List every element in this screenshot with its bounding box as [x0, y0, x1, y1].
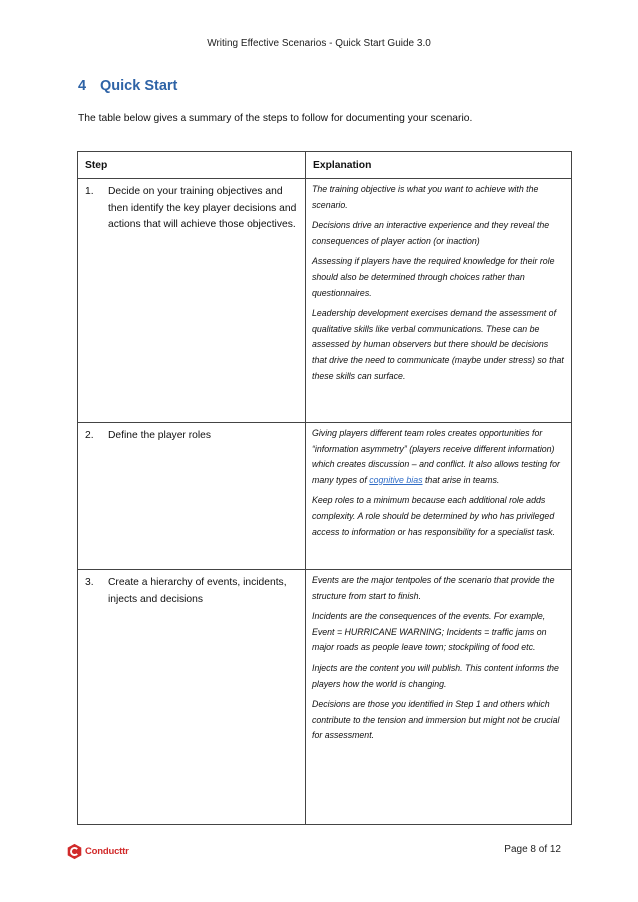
explanation-paragraph: Events are the major tentpoles of the scenario that provide the structure from start to finish. — [312, 575, 555, 601]
step-number: 2. — [85, 430, 94, 441]
section-heading — [78, 78, 177, 94]
conducttr-logo — [66, 843, 129, 860]
section-title: Quick Start — [100, 78, 178, 94]
explanation-cell — [306, 423, 572, 570]
table-row — [78, 179, 572, 423]
explanation-paragraph: The training objective is what you want to achieve with the scenario. — [312, 184, 539, 210]
paragraph-text: Giving players different team roles creates opportunities for “information asymmetry” (players receive different information) which creates discussion – and conflict. It also allows testing for many types of — [312, 428, 560, 485]
page-number: Page 8 of 12 — [504, 844, 561, 855]
step-cell — [78, 179, 306, 423]
explanation-paragraph — [312, 426, 565, 488]
logo-text: Conducttr — [85, 846, 129, 857]
step-text: Create a hierarchy of events, incidents, injects and decisions — [108, 577, 287, 605]
quick-start-table — [77, 151, 572, 825]
conducttr-logo-icon — [66, 843, 83, 860]
section-number: 4 — [78, 78, 87, 94]
step-number: 1. — [85, 186, 94, 197]
explanation-paragraph: Assessing if players have the required knowledge for their role should also be determined through choices rather than questionnaires. — [312, 256, 555, 298]
table-row — [78, 423, 572, 570]
step-column-header: Step — [78, 152, 306, 179]
explanation-paragraph: Decisions drive an interactive experience and they reveal the consequences of player action (or inaction) — [312, 220, 550, 246]
step-number: 3. — [85, 577, 94, 588]
step-text: Decide on your training objectives and then identify the key player decisions and actions that will achieve those objectives. — [108, 186, 297, 230]
table-row — [78, 570, 572, 825]
paragraph-text: that arise in teams. — [424, 474, 500, 485]
step-text: Define the player roles — [108, 430, 212, 441]
intro-paragraph: The table below gives a summary of the steps to follow for documenting your scenario. — [78, 113, 473, 124]
explanation-paragraph: Leadership development exercises demand the assessment of qualitative skills like verbal communications. These can be assessed by human observers but there should be decisions that drive the need to communicate (maybe under stress) so that these skills can surface. — [312, 308, 564, 381]
page-header: Writing Effective Scenarios - Quick Start Guide 3.0 — [207, 38, 431, 49]
explanation-cell — [306, 179, 572, 423]
explanation-paragraph: Decisions are those you identified in Step 1 and others which contribute to the tension and immersion but might not be crucial for assessment. — [312, 699, 560, 741]
step-cell — [78, 423, 306, 570]
explanation-paragraph: Keep roles to a minimum because each additional role adds complexity. A role should be determined by who has privileged access to information or has responsibility for a specialist task. — [312, 495, 555, 537]
explanation-cell — [306, 570, 572, 825]
table-header-row — [78, 152, 572, 179]
explanation-paragraph: Injects are the content you will publish. This content informs the players how the world is changing. — [312, 662, 559, 689]
cognitive-bias-link[interactable]: cognitive bias — [369, 474, 423, 485]
step-cell — [78, 570, 306, 825]
explanation-column-header: Explanation — [306, 152, 572, 179]
explanation-paragraph: Incidents are the consequences of the events. For example, Event = HURRICANE WARNING; Incidents = traffic jams on major roads as people leave town; stockpiling of food etc. — [312, 611, 547, 653]
